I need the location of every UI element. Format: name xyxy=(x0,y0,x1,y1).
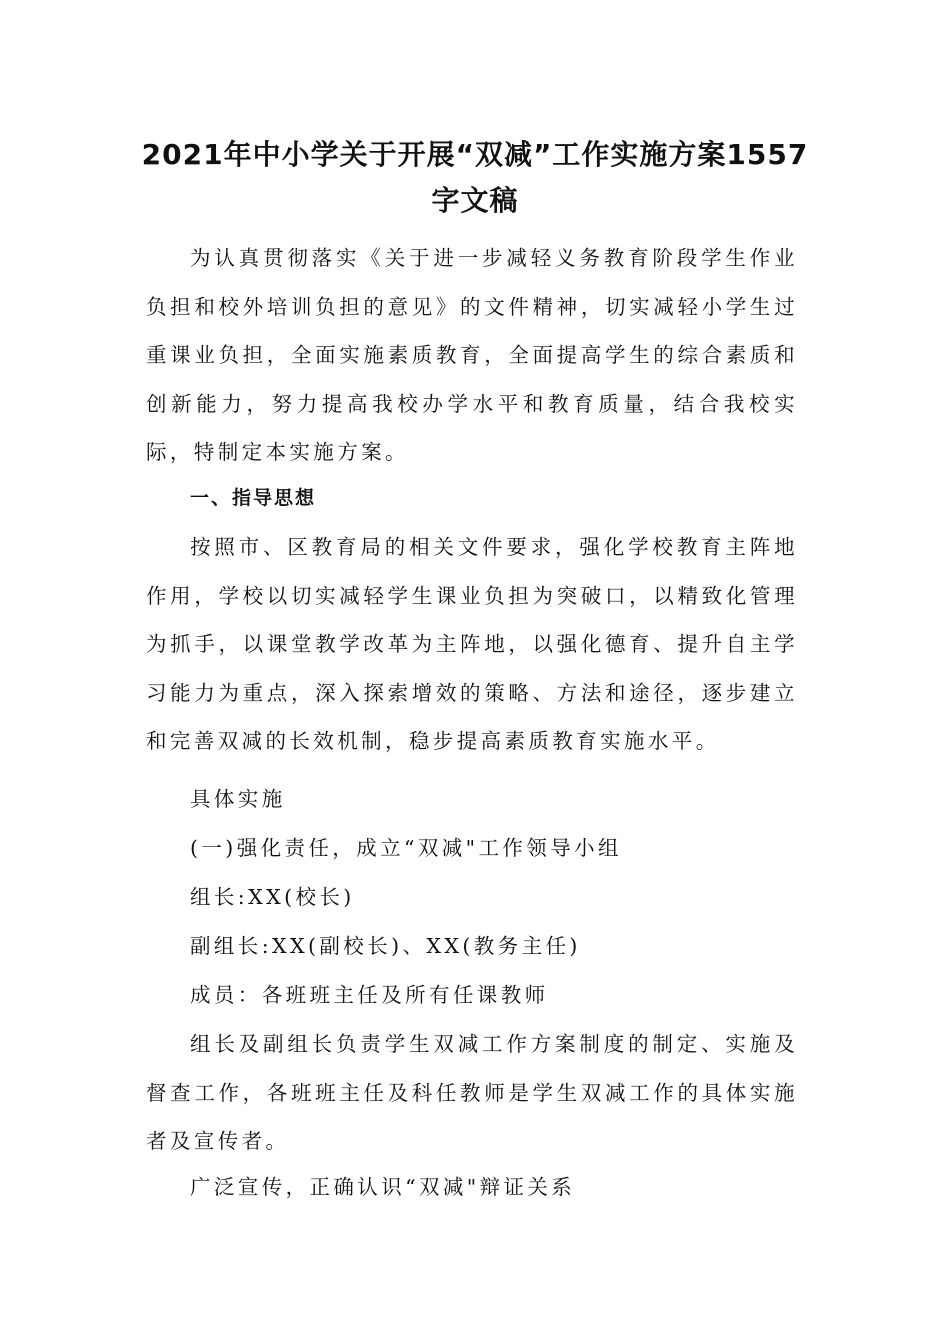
section-heading-guiding-ideology: 一、指导思想 xyxy=(190,487,317,509)
subsection-heading-leadership-group: (一)强化责任，成立“双减"工作领导小组 xyxy=(190,836,622,860)
duties-paragraph: 组长及副组长负责学生双减工作方案制度的制定、实施及督查工作，各班班主任及科任教师是学生双减工作的具体实施者及宣传者。 xyxy=(146,1032,798,1153)
document-title xyxy=(100,132,850,224)
implementation-heading: 具体实施 xyxy=(190,787,286,811)
intro-paragraph: 为认真贯彻落实《关于进一步减轻义务教育阶段学生作业负担和校外培训负担的意见》的文件精神，切实减轻小学生过重课业负担，全面实施素质教育，全面提高学生的综合素质和创新能力，努力提高我校办学水平和教育质量，结合我校实际，特制定本实施方案。 xyxy=(146,246,798,464)
members-line: 成员：各班班主任及所有任课教师 xyxy=(190,983,549,1007)
group-leader-line: 组长:XX(校长) xyxy=(190,885,355,909)
vice-leader-line: 副组长:XX(副校长)、XX(教务主任) xyxy=(190,934,581,958)
title-line-2: 字文稿 xyxy=(431,184,519,217)
title-line-1: 2021年中小学关于开展“双减”工作实施方案1557 xyxy=(141,138,809,171)
guiding-ideology-paragraph: 按照市、区教育局的相关文件要求，强化学校教育主阵地作用，学校以切实减轻学生课业负担为突破口，以精致化管理为抓手，以课堂教学改革为主阵地，以强化德育、提升自主学习能力为重点，深入探索增效的策略、方法和途径，逐步建立和完善双减的长效机制，稳步提高素质教育实施水平。 xyxy=(146,535,798,753)
propaganda-heading: 广泛宣传，正确认识“双减"辩证关系 xyxy=(190,1175,576,1199)
